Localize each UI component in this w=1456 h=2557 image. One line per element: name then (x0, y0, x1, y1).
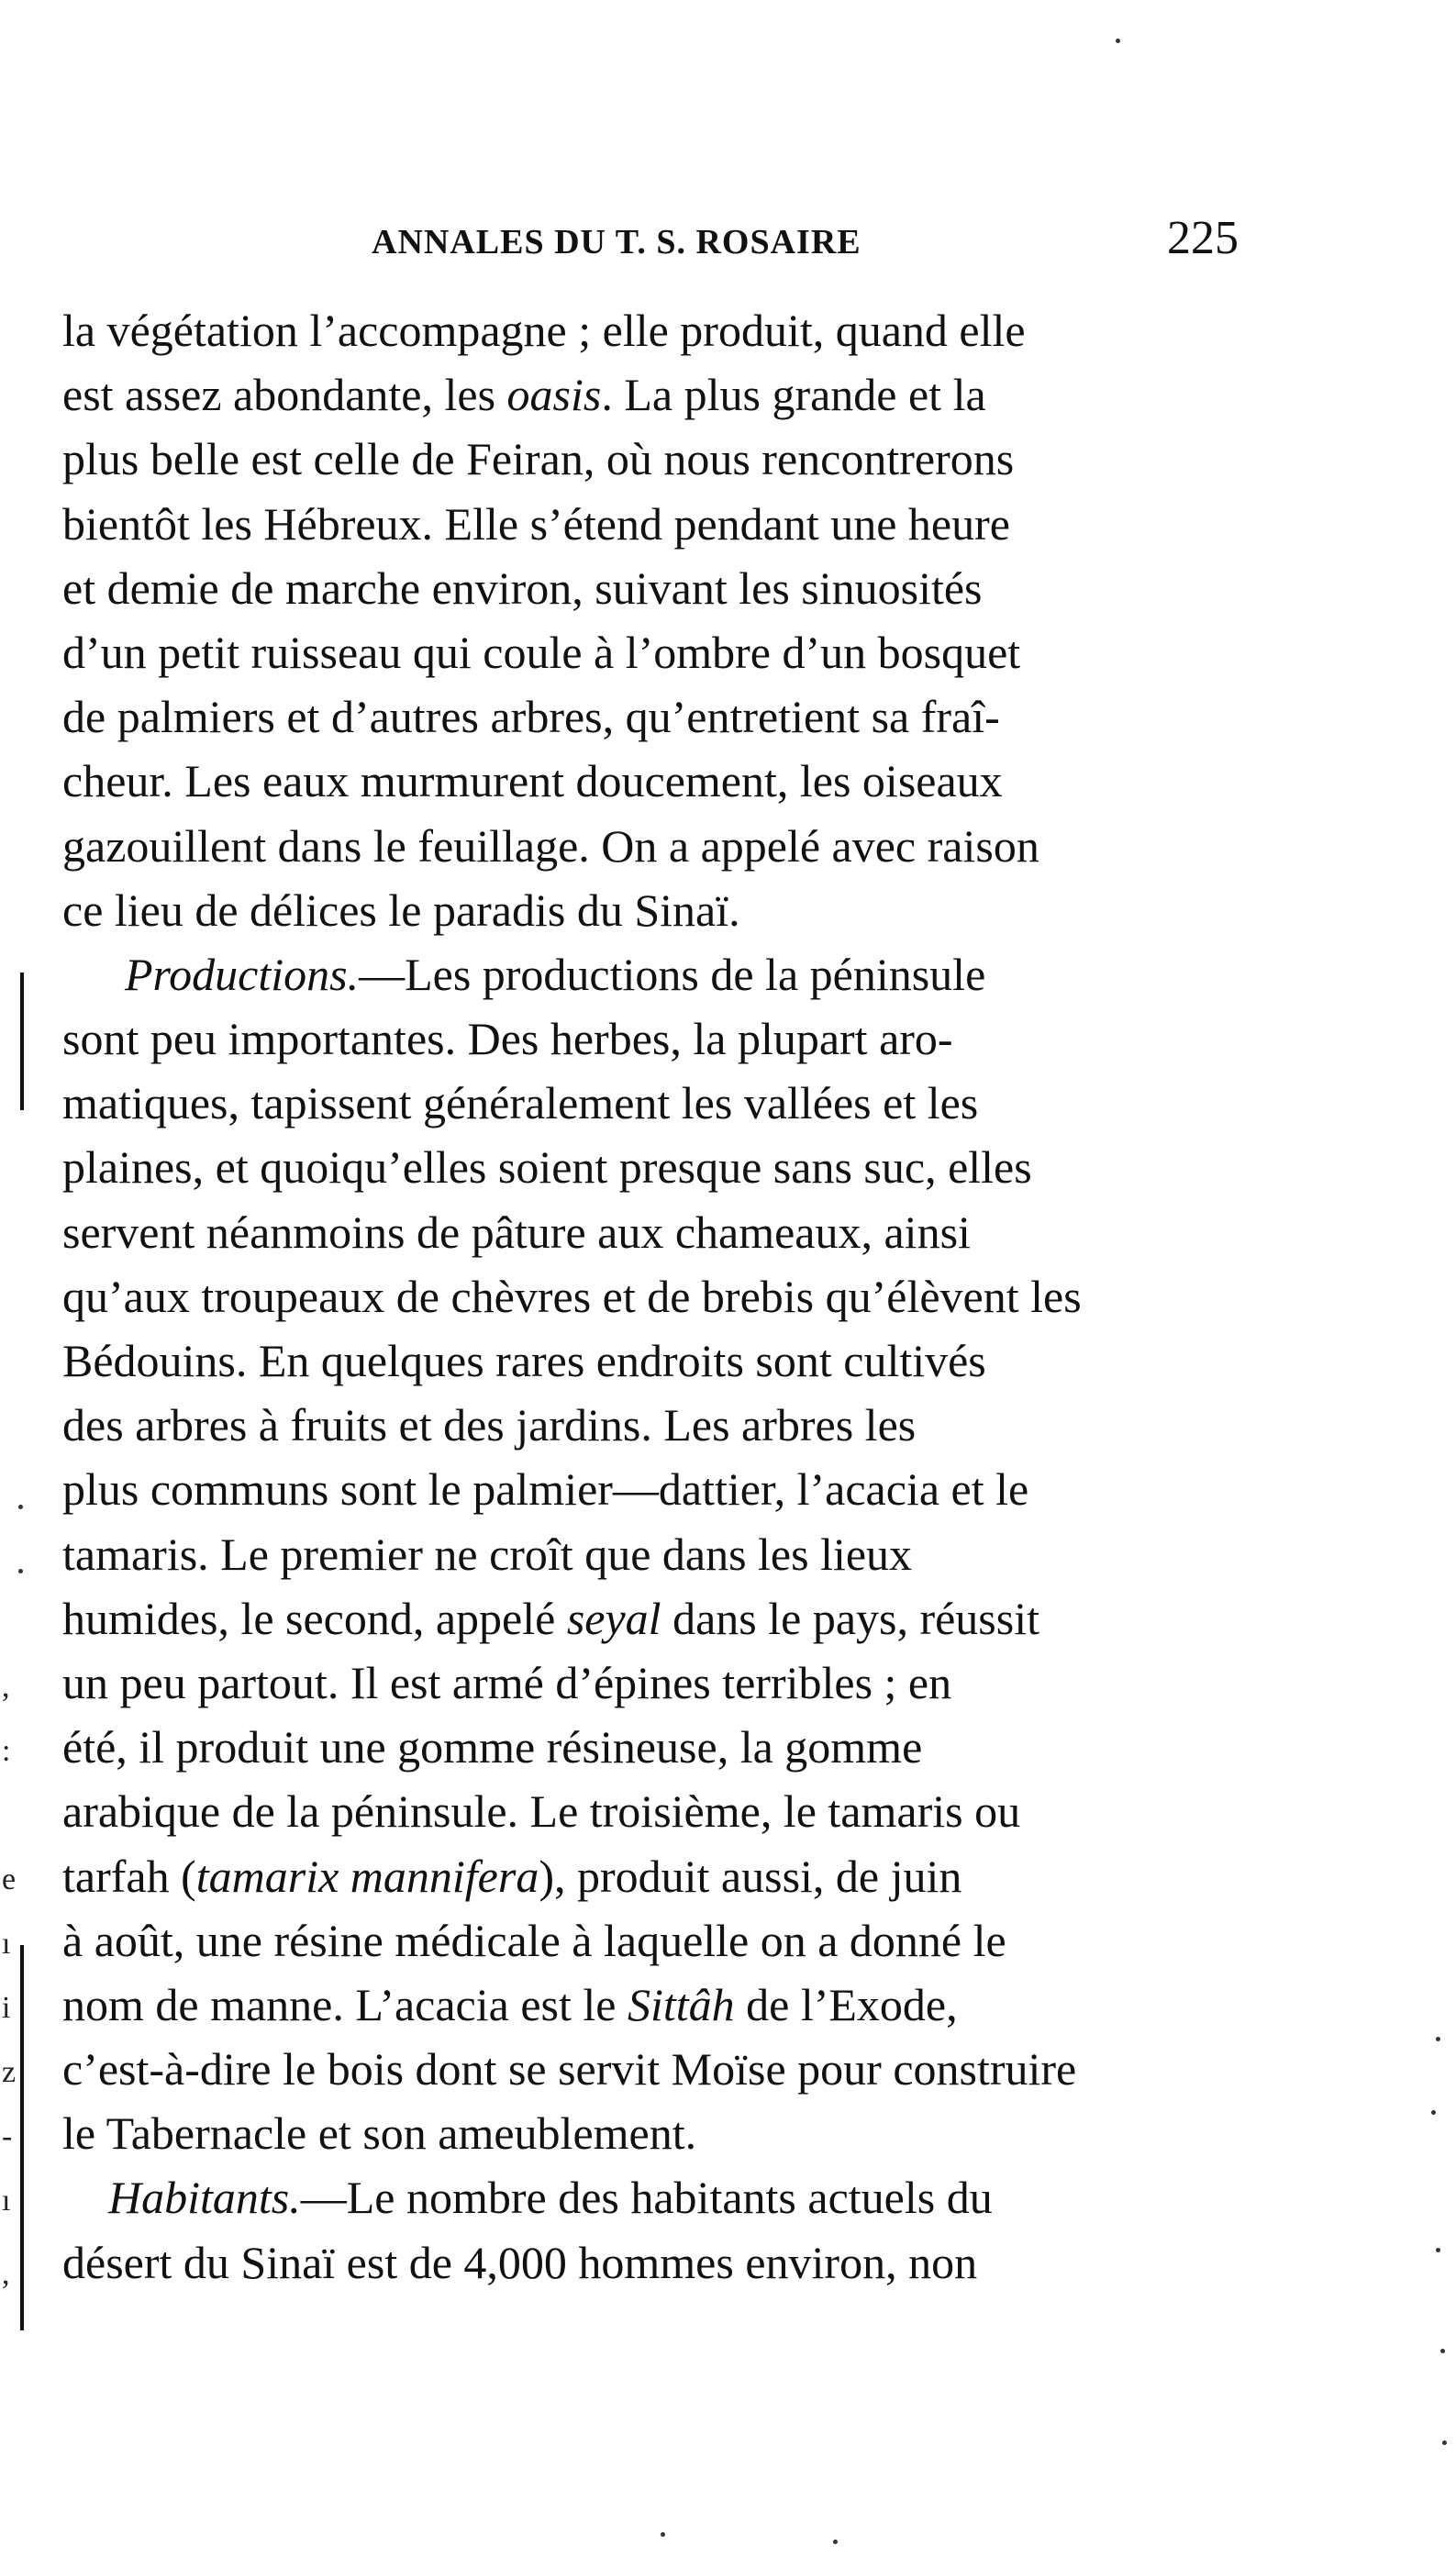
text-line: humides, le second, appelé seyal dans le pays, réussit (62, 1592, 1040, 1644)
italic-term: Productions. (125, 948, 360, 1000)
text-line: et demie de marche environ, suivant les sinuosités (62, 561, 983, 614)
text-line: à août, une résine médicale à laquelle on a donné le (62, 1914, 1006, 1966)
text-line: est assez abondante, les oasis. La plus grande et la (62, 369, 986, 421)
running-title: ANNALES DU T. S. ROSAIRE (372, 223, 861, 261)
text-line: Habitants.—Le nombre des habitants actuels du (108, 2172, 993, 2224)
text-line: gazouillent dans le feuillage. On a appelé avec raison (62, 819, 1039, 872)
margin-mark: ı (2, 1927, 11, 1961)
scan-speck (1436, 2037, 1440, 2041)
text-line: plaines, et quoiqu’elles soient presque sans suc, elles (62, 1141, 1032, 1194)
scan-speck (1440, 2349, 1445, 2353)
text-line: tamaris. Le premier ne croît que dans les lieux (62, 1528, 913, 1580)
scan-speck (1436, 2248, 1440, 2252)
text-line: cheur. Les eaux murmurent doucement, les oiseaux (62, 755, 1003, 807)
text-line: un peu partout. Il est armé d’épines terribles ; en (62, 1656, 952, 1708)
text-line: arabique de la péninsule. Le troisième, le tamaris ou (62, 1785, 1021, 1838)
margin-mark: z (2, 2055, 17, 2089)
margin-rule-lower (20, 1945, 24, 2330)
text-line: c’est-à-dire le bois dont se servit Moïse pour construire (62, 2043, 1077, 2096)
text-line: servent néanmoins de pâture aux chameaux, ainsi (62, 1206, 971, 1258)
text-line: désert du Sinaï est de 4,000 hommes environ, non (62, 2236, 978, 2288)
text-line: de palmiers et d’autres arbres, qu’entretient sa fraî- (62, 691, 1000, 743)
text-line: des arbres à fruits et des jardins. Les arbres les (62, 1399, 917, 1451)
italic-term: oasis (506, 369, 602, 421)
text-line: qu’aux troupeaux de chèvres et de brebis qu’élèvent les (62, 1270, 1082, 1322)
italic-term: Sittâh (627, 1978, 735, 2030)
text-line: matiques, tapissent généralement les vallées et les (62, 1077, 979, 1129)
scan-speck (833, 2540, 838, 2544)
margin-rule-upper (20, 973, 24, 1110)
margin-mark: ı (2, 2184, 11, 2218)
scan-speck (1442, 2440, 1447, 2445)
scan-speck (18, 1505, 23, 1509)
text-line: ce lieu de délices le paradis du Sinaï. (62, 884, 740, 936)
text-line: plus communs sont le palmier—dattier, l’acacia et le (62, 1463, 1029, 1516)
text-line: été, il produit une gomme résineuse, la gomme (62, 1721, 923, 1773)
margin-mark: , (2, 1670, 10, 1704)
italic-term: Habitants. (108, 2172, 301, 2224)
text-line: tarfah (tamarix mannifera), produit aussi, de juin (62, 1850, 962, 1902)
text-line: nom de manne. L’acacia est le Sittâh de l’Exode, (62, 1978, 958, 2030)
text-line: d’un petit ruisseau qui coule à l’ombre d’un bosquet (62, 626, 1021, 678)
margin-mark: : (2, 1734, 11, 1768)
text-line: la végétation l’accompagne ; elle produit, quand elle (62, 305, 1026, 356)
text-line: sont peu importantes. Des herbes, la plupart aro- (62, 1013, 953, 1065)
margin-mark: - (2, 2119, 13, 2153)
italic-term: seyal (566, 1592, 661, 1644)
scan-speck (18, 1569, 23, 1573)
margin-mark: i (2, 1991, 11, 2025)
scan-speck (1116, 39, 1120, 43)
page-header (0, 209, 1456, 273)
text-line: Bédouins. En quelques rares endroits sont cultivés (62, 1335, 986, 1386)
body-text (62, 298, 1255, 2295)
margin-mark: , (2, 2257, 10, 2291)
text-line: le Tabernacle et son ameublement. (62, 2107, 697, 2160)
page-number: 225 (1167, 212, 1239, 264)
text-line: Productions.—Les productions de la péninsule (125, 948, 986, 1000)
margin-mark: e (2, 1862, 17, 1896)
italic-term: tamarix mannifera (195, 1850, 539, 1902)
text-line: plus belle est celle de Feiran, où nous rencontrerons (62, 433, 1015, 485)
scan-speck (661, 2532, 665, 2537)
scan-speck (1431, 2110, 1436, 2115)
text-line: bientôt les Hébreux. Elle s’étend pendant une heure (62, 497, 1010, 550)
